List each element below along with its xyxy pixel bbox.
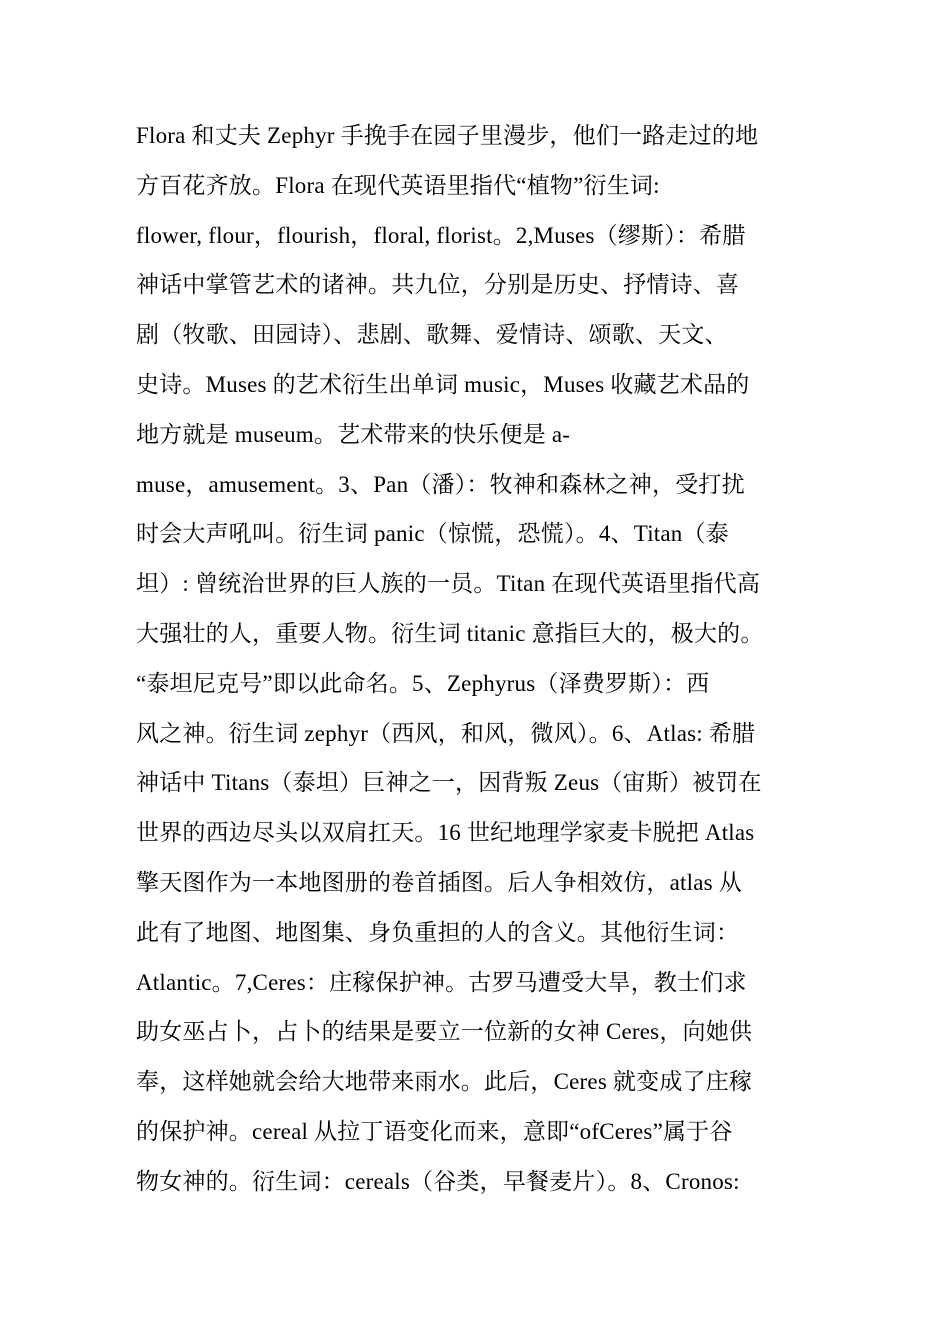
text-line: 擎天图作为一本地图册的卷首插图。后人争相效仿，atlas 从 [136,869,742,895]
text-line: 奉，这样她就会给大地带来雨水。此后，Ceres 就变成了庄稼 [136,1069,753,1095]
text-line: 大强壮的人，重要人物。衍生词 titanic 意指巨大的，极大的。 [136,620,764,646]
text-line: 神话中 Titans（泰坦）巨神之一，因背叛 Zeus（宙斯）被罚在 [136,770,762,796]
text-line: Flora 和丈夫 Zephyr 手挽手在园子里漫步，他们一路走过的地 [136,123,759,148]
text-line: 坦）: 曾统治世界的巨人族的一员。Titan 在现代英语里指代高 [136,571,761,597]
text-line: 时会大声吼叫。衍生词 panic（惊慌，恐慌）。4、Titan（泰 [136,521,729,547]
text-line: 神话中掌管艺术的诸神。共九位，分别是历史、抒情诗、喜 [136,272,740,298]
text-line: 方百花齐放。Flora 在现代英语里指代“植物”衍生词: [136,172,660,198]
text-line: flower, flour，flourish，floral, florist。2,Muses（缪斯）：希腊 [136,222,746,248]
text-line: 的保护神。cereal 从拉丁语变化而来，意即“ofCeres”属于谷 [136,1118,733,1144]
text-line: 此有了地图、地图集、身负重担的人的含义。其他衍生词： [136,919,740,945]
text-line: Atlantic。7,Ceres：庄稼保护神。古罗马遭受大旱，教士们求 [136,969,747,995]
text-line: muse，amusement。3、Pan（潘）：牧神和森林之神，受打扰 [136,471,745,497]
body-text [136,111,826,1207]
text-line: 风之神。衍生词 zephyr（西风，和风，微风）。6、Atlas: 希腊 [136,720,756,746]
text-line: 地方就是 museum。艺术带来的快乐便是 a- [136,421,571,447]
text-line: 物女神的。衍生词：cereals（谷类，早餐麦片）。8、Cronos: [136,1168,740,1194]
text-line: 剧（牧歌、田园诗）、悲剧、歌舞、爱情诗、颂歌、天文、 [136,322,728,348]
text-line: 助女巫占卜，占卜的结果是要立一位新的女神 Ceres，向她供 [136,1019,753,1045]
text-line: 世界的西边尽头以双肩扛天。16 世纪地理学家麦卡脱把 Atlas [136,820,755,846]
text-line: “泰坦尼克号”即以此命名。5、Zephyrus（泽费罗斯）：西 [136,670,710,696]
text-line: 史诗。Muses 的艺术衍生出单词 music，Muses 收藏艺术品的 [136,371,750,397]
